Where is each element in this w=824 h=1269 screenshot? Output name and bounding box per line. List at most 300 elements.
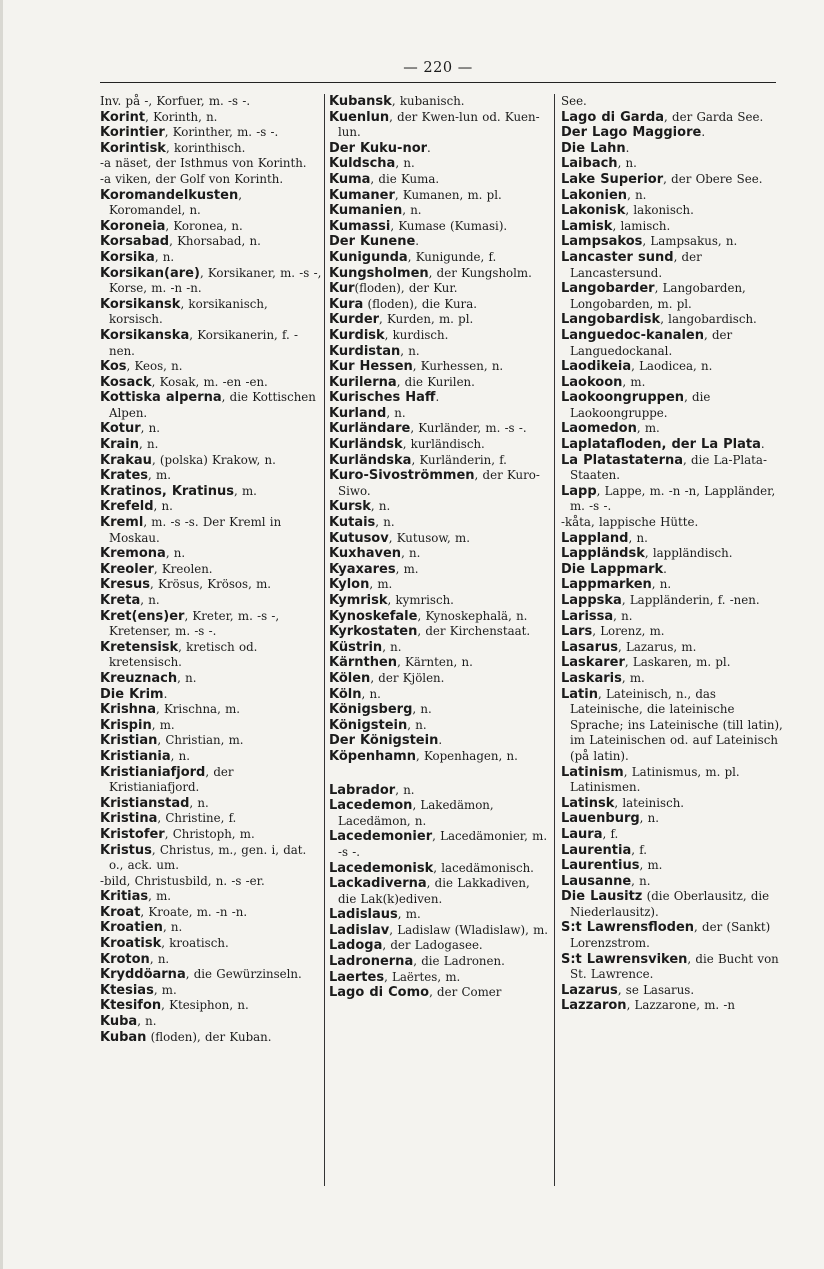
- entry-definition: .: [760, 437, 765, 452]
- dictionary-entry: [100, 577, 322, 593]
- dictionary-entry: [561, 421, 783, 437]
- entry-definition: , der Garda See.: [664, 109, 764, 124]
- entry-headword: Kritias: [100, 889, 149, 905]
- entry-headword: La Platastaterna: [561, 452, 684, 468]
- entry-definition: , Lappe, m. -n -n, Lappländer, m. -s -.: [570, 483, 776, 514]
- dictionary-entry: [100, 593, 322, 609]
- entry-definition: , n.: [162, 920, 183, 935]
- entry-definition: , n.: [382, 639, 402, 654]
- entry-headword: Der Kuku-nor: [329, 140, 428, 156]
- entry-definition: See.: [561, 94, 587, 108]
- entry-definition: , n.: [177, 670, 197, 685]
- entry-definition: -kåta, lappische Hütte.: [561, 515, 699, 530]
- entry-headword: Korsikansk: [100, 296, 181, 312]
- dictionary-entry: [561, 671, 783, 687]
- dictionary-entry: [329, 344, 551, 360]
- dictionary-entry: [329, 687, 551, 703]
- entry-definition: , der Languedockanal.: [570, 327, 733, 358]
- dictionary-entry: [100, 702, 322, 718]
- entry-headword: S:t Lawrensfloden: [561, 920, 695, 936]
- dictionary-entry: [561, 172, 783, 188]
- dictionary-entry: [561, 359, 783, 375]
- entry-headword: Kurländare: [329, 421, 411, 437]
- entry-definition: , n.: [153, 499, 173, 514]
- entry-definition: , m.: [234, 483, 257, 498]
- dictionary-entry: [100, 188, 322, 219]
- dictionary-entry: [100, 546, 322, 562]
- dictionary-entry: [100, 843, 322, 874]
- entry-definition: , Kumase (Kumasi).: [390, 218, 508, 233]
- dictionary-entry: [561, 234, 783, 250]
- entry-definition: , lakonisch.: [625, 203, 694, 218]
- dictionary-entry: [561, 562, 783, 578]
- dictionary-entry: [561, 546, 783, 562]
- dictionary-entry: [329, 546, 551, 562]
- entry-headword: Köpenhamn: [329, 748, 416, 764]
- entry-headword: Kosack: [100, 374, 152, 390]
- entry-definition: , kroatisch.: [161, 936, 229, 951]
- entry-headword: Krispin: [100, 717, 152, 733]
- entry-headword: Kurisches Haff: [329, 390, 436, 406]
- dictionary-entry: [329, 219, 551, 235]
- entry-definition: , Lazzarone, m. -n: [626, 998, 735, 1013]
- dictionary-entry: [100, 250, 322, 266]
- entry-definition: , Lampsakus, n.: [642, 234, 738, 249]
- entry-headword: Ladislaus: [329, 907, 398, 923]
- entry-definition: , n.: [613, 608, 633, 623]
- entry-definition: , Koromandel, n.: [109, 187, 242, 218]
- entry-headword: Lacedemon: [329, 798, 413, 814]
- entry-headword: Kos: [100, 359, 127, 375]
- dictionary-entry: [100, 874, 322, 890]
- entry-definition: , Christine, f.: [157, 811, 237, 826]
- entry-definition: , n.: [170, 748, 190, 763]
- entry-headword: Kumassi: [329, 218, 391, 234]
- dictionary-entry: [561, 624, 783, 640]
- dictionary-entry: [329, 876, 551, 907]
- entry-definition: , n.: [361, 686, 381, 701]
- entry-definition: , der Kungsholm.: [428, 265, 532, 280]
- entry-headword: Kroton: [100, 951, 150, 967]
- dictionary-entry: [100, 983, 322, 999]
- dictionary-entry: [100, 998, 322, 1014]
- dictionary-entry: [561, 156, 783, 172]
- dictionary-entry: [100, 609, 322, 640]
- dictionary-entry: [561, 188, 783, 204]
- entry-headword: Lakonien: [561, 187, 628, 203]
- entry-definition: , m.: [639, 858, 663, 873]
- entry-definition: , Lakedämon, Lacedämon, n.: [338, 798, 494, 828]
- entry-definition: , der Kirchenstaat.: [417, 624, 531, 639]
- entry-definition: , Christian, m.: [157, 733, 244, 748]
- entry-headword: Kristus: [100, 842, 152, 858]
- entry-headword: Laertes: [329, 969, 385, 985]
- entry-headword: Lamisk: [561, 218, 613, 234]
- entry-definition: Inv. på -, Korfuer, m. -s -.: [100, 94, 251, 108]
- dictionary-entry: [100, 640, 322, 671]
- entry-headword: Kreoler: [100, 561, 154, 577]
- dictionary-entry: [561, 952, 783, 983]
- entry-headword: Krakau: [100, 452, 152, 468]
- dictionary-entry: [561, 889, 783, 920]
- entry-headword: Ktesifon: [100, 998, 162, 1014]
- dictionary-entry: [100, 796, 322, 812]
- entry-headword: Korsika: [100, 249, 155, 265]
- entry-headword: Laurentia: [561, 842, 632, 858]
- entry-headword: Laokoongruppen: [561, 390, 685, 406]
- dictionary-entry: [561, 920, 783, 951]
- entry-definition: , Kynoskephalä, n.: [417, 608, 528, 623]
- dictionary-entry: [329, 640, 551, 656]
- entry-headword: Kölen: [329, 670, 371, 686]
- entry-headword: Kristianstad: [100, 795, 190, 811]
- entry-definition: .: [427, 140, 431, 155]
- entry-headword: Kur Hessen: [329, 359, 413, 375]
- entry-headword: Koroneia: [100, 218, 166, 234]
- entry-definition: , n.: [639, 811, 660, 826]
- dictionary-entry: [100, 1030, 322, 1046]
- dictionary-entry: [561, 484, 783, 515]
- entry-definition: , Krischna, m.: [155, 702, 241, 717]
- column-left: [100, 94, 322, 1045]
- entry-headword: Lappland: [561, 530, 629, 546]
- entry-definition: , Ladislaw (Wladislaw), m.: [389, 922, 549, 937]
- entry-headword: Kutais: [329, 515, 376, 531]
- entry-headword: Königsberg: [329, 702, 413, 718]
- entry-headword: Lappländsk: [561, 546, 645, 562]
- dictionary-entry: [329, 609, 551, 625]
- entry-headword: Lacedemonisk: [329, 860, 434, 876]
- entry-headword: Latinsk: [561, 795, 615, 811]
- entry-headword: Kurland: [329, 405, 387, 421]
- dictionary-entry: [100, 499, 322, 515]
- entry-definition: , die Laokoongruppe.: [570, 390, 711, 420]
- entry-definition: , n.: [138, 437, 159, 452]
- entry-headword: Kremona: [100, 546, 166, 562]
- dictionary-entry: [561, 796, 783, 812]
- entry-definition: , Kunigunde, f.: [407, 249, 497, 264]
- entry-headword: Kungsholmen: [329, 265, 429, 281]
- dictionary-entry: [329, 250, 551, 266]
- entry-definition: , die La-Plata-Staaten.: [570, 452, 767, 483]
- dictionary-entry: [100, 811, 322, 827]
- entry-headword: S:t Lawrensviken: [561, 951, 688, 967]
- dictionary-entry: [561, 874, 783, 890]
- dictionary-entry: [329, 531, 551, 547]
- entry-headword: Kristian: [100, 733, 158, 749]
- dictionary-entry: [329, 593, 551, 609]
- entry-headword: Laskarer: [561, 655, 625, 671]
- entry-headword: Kreuznach: [100, 670, 178, 686]
- entry-definition: , n.: [137, 1014, 157, 1029]
- entry-headword: Kymrisk: [329, 593, 388, 608]
- entry-definition: , Lacedämonier, m. -s -.: [338, 829, 548, 859]
- entry-definition: , Kreter, m. -s -, Kretenser, m. -s -.: [109, 608, 280, 639]
- dictionary-entry: [329, 297, 551, 313]
- entry-definition: .: [663, 561, 667, 576]
- entry-definition: , Kroate, m. -n -n.: [140, 904, 248, 919]
- dictionary-entry: [561, 577, 783, 593]
- entry-definition: , m.: [621, 670, 645, 685]
- dictionary-entry: [329, 923, 551, 939]
- dictionary-entry: [100, 889, 322, 905]
- column-divider: [324, 94, 325, 1186]
- dictionary-entry: [100, 765, 322, 796]
- entry-headword: Kurländsk: [329, 437, 403, 453]
- dictionary-entry: [329, 390, 551, 406]
- entry-headword: Lackadiverna: [329, 876, 427, 892]
- entry-definition: , n.: [140, 421, 161, 436]
- entry-definition: (floden), die Kura.: [363, 296, 477, 311]
- entry-headword: Königstein: [329, 717, 408, 733]
- entry-definition: , langobardisch.: [660, 312, 757, 327]
- entry-headword: Kuldscha: [329, 156, 396, 172]
- entry-headword: Kyrkostaten: [329, 624, 418, 640]
- entry-definition: , n.: [189, 795, 209, 810]
- entry-headword: Kursk: [329, 499, 371, 515]
- entry-definition: .: [625, 140, 630, 155]
- entry-definition: , der Kjölen.: [370, 670, 445, 685]
- entry-headword: Kunigunda: [329, 249, 408, 265]
- dictionary-entry: [561, 983, 783, 999]
- entry-definition: , Latinismus, m. pl. Latinismen.: [570, 764, 740, 795]
- entry-headword: Krates: [100, 468, 149, 484]
- entry-definition: , lateinisch.: [614, 795, 685, 810]
- entry-definition: , m.: [151, 717, 175, 732]
- entry-definition: , der (Sankt) Lorenzstrom.: [570, 920, 771, 951]
- dictionary-entry: [100, 266, 322, 297]
- entry-headword: Lauenburg: [561, 811, 640, 827]
- dictionary-entry: [329, 718, 551, 734]
- dictionary-entry: [561, 94, 783, 110]
- dictionary-entry: [561, 811, 783, 827]
- entry-definition: , Kurhessen, n.: [412, 359, 504, 374]
- entry-headword: Ktesias: [100, 982, 154, 998]
- entry-headword: Langobardisk: [561, 312, 661, 328]
- dictionary-entry: [561, 531, 783, 547]
- entry-definition: , n.: [401, 546, 421, 561]
- dictionary-entry: [100, 733, 322, 749]
- entry-definition: , kubanisch.: [391, 94, 465, 108]
- entry-definition: , der Obere See.: [663, 171, 763, 186]
- entry-definition: , n.: [651, 577, 672, 592]
- dictionary-entry: [100, 172, 322, 188]
- column-middle: [329, 94, 551, 1001]
- entry-headword: Lars: [561, 624, 593, 640]
- dictionary-entry: [329, 281, 551, 297]
- dictionary-entry: [561, 827, 783, 843]
- page-edge: [0, 0, 3, 1269]
- entry-headword: Laskaris: [561, 670, 622, 686]
- dictionary-entry: [329, 266, 551, 282]
- dictionary-entry: [329, 234, 551, 250]
- entry-headword: Kret(ens)er: [100, 608, 185, 624]
- entry-definition: , Ktesiphon, n.: [161, 998, 249, 1013]
- entry-headword: Kroatisk: [100, 936, 162, 952]
- dictionary-entry: [329, 203, 551, 219]
- dictionary-entry: [329, 907, 551, 923]
- entry-headword: Lazzaron: [561, 998, 627, 1014]
- entry-definition: , Lazarus, m.: [617, 639, 697, 654]
- entry-definition: , Kosak, m. -en -en.: [151, 374, 268, 389]
- dictionary-entry: [329, 655, 551, 671]
- dictionary-entry: [561, 125, 783, 141]
- entry-headword: Kratinos, Kratinus: [100, 483, 234, 499]
- entry-definition: , n.: [370, 499, 391, 514]
- entry-headword: Kurdisk: [329, 327, 385, 343]
- entry-headword: Krishna: [100, 702, 156, 718]
- entry-definition: (die Oberlausitz, die Niederlausitz).: [570, 889, 770, 919]
- entry-definition: , n.: [628, 530, 648, 545]
- dictionary-entry: [100, 905, 322, 921]
- dictionary-entry: [561, 998, 783, 1014]
- dictionary-entry: [100, 234, 322, 250]
- entry-headword: Kura: [329, 296, 364, 312]
- entry-definition: , der Kristianiafjord.: [109, 764, 234, 795]
- dictionary-entry: [100, 328, 322, 359]
- entry-headword: Larissa: [561, 608, 614, 624]
- entry-definition: , der Ladogasee.: [382, 938, 483, 953]
- dictionary-entry: [329, 733, 551, 749]
- entry-headword: Kur: [329, 281, 355, 297]
- dictionary-entry: [561, 655, 783, 671]
- dictionary-entry: [329, 829, 551, 860]
- entry-definition: , Laskaren, m. pl.: [624, 655, 731, 670]
- dictionary-entry: [561, 640, 783, 656]
- header-rule: [100, 82, 776, 83]
- dictionary-entry: [561, 437, 783, 453]
- dictionary-entry: [100, 718, 322, 734]
- entry-headword: Latinism: [561, 764, 624, 780]
- entry-definition: , kurdisch.: [384, 327, 449, 342]
- entry-headword: Krefeld: [100, 499, 154, 515]
- entry-definition: , n.: [375, 515, 395, 530]
- entry-headword: Lappska: [561, 593, 622, 608]
- dictionary-entry: [329, 421, 551, 437]
- entry-definition: , der Lancastersund.: [570, 249, 702, 280]
- dictionary-entry: [329, 970, 551, 986]
- entry-definition: , Korinth, n.: [145, 109, 218, 124]
- entry-headword: Kurdistan: [329, 343, 401, 359]
- entry-definition: , n.: [400, 343, 420, 358]
- entry-definition: , Christoph, m.: [164, 826, 255, 841]
- entry-definition: , m.: [397, 907, 421, 922]
- entry-definition: .: [701, 125, 706, 140]
- entry-headword: Korint: [100, 109, 146, 125]
- entry-definition: , lamisch.: [612, 218, 671, 233]
- entry-headword: Laplatafloden, der La Plata: [561, 437, 761, 453]
- entry-headword: Krain: [100, 437, 139, 453]
- entry-headword: Korintier: [100, 125, 165, 141]
- entry-headword: Kristiania: [100, 748, 171, 764]
- entry-definition: , der Kwen-lun od. Kuen-lun.: [338, 109, 540, 140]
- entry-definition: , die Gewürzinseln.: [185, 967, 302, 982]
- entry-definition: , n.: [165, 546, 186, 561]
- entry-headword: Laodikeia: [561, 359, 632, 375]
- entry-definition: , Korsikaner, m. -s -, Korse, m. -n -n.: [109, 265, 322, 296]
- entry-headword: Korsikanska: [100, 327, 190, 343]
- dictionary-entry: [329, 783, 551, 799]
- entry-definition: , f.: [631, 842, 647, 857]
- entry-headword: Lago di Como: [329, 985, 430, 1001]
- column-divider: [554, 94, 555, 1186]
- dictionary-entry: [100, 967, 322, 983]
- dictionary-entry: [100, 687, 322, 703]
- entry-definition: , korsikanisch, korsisch.: [109, 296, 268, 327]
- entry-headword: Der Königstein: [329, 733, 439, 749]
- entry-headword: Kroat: [100, 904, 141, 920]
- dictionary-entry: [329, 499, 551, 515]
- entry-headword: Laura: [561, 826, 603, 842]
- dictionary-entry: [329, 671, 551, 687]
- entry-definition: , m. -s -s. Der Kreml in Moskau.: [109, 515, 282, 545]
- entry-definition: , n.: [149, 951, 170, 966]
- dictionary-entry: [100, 827, 322, 843]
- entry-definition: , m.: [148, 889, 172, 904]
- entry-headword: Kroatien: [100, 920, 163, 936]
- dictionary-entry: [329, 515, 551, 531]
- entry-headword: Kuma: [329, 171, 371, 187]
- entry-headword: Lappmarken: [561, 577, 652, 593]
- entry-definition: , Kurländer, m. -s -.: [410, 421, 527, 436]
- entry-definition: , korinthisch.: [165, 140, 246, 155]
- entry-headword: Kumanien: [329, 203, 403, 219]
- dictionary-entry: [329, 798, 551, 829]
- entry-headword: Laomedon: [561, 421, 637, 437]
- entry-definition: , m.: [369, 577, 393, 592]
- entry-definition: , m.: [153, 982, 177, 997]
- dictionary-entry: [100, 421, 322, 437]
- dictionary-entry: [561, 858, 783, 874]
- entry-headword: Langobarder: [561, 281, 655, 297]
- entry-definition: .: [415, 234, 420, 249]
- entry-definition: , Kurden, m. pl.: [379, 312, 474, 327]
- dictionary-entry: [329, 437, 551, 453]
- dictionary-entry: [329, 406, 551, 422]
- entry-definition: , m.: [148, 468, 171, 483]
- entry-headword: Kristofer: [100, 826, 165, 842]
- dictionary-entry: [329, 861, 551, 877]
- dictionary-entry: [329, 468, 551, 499]
- dictionary-entry: [329, 938, 551, 954]
- dictionary-entry: [561, 765, 783, 796]
- entry-definition: , lappländisch.: [644, 546, 733, 561]
- entry-definition: , der Kuro-Siwo.: [338, 468, 540, 498]
- entry-definition: , Kumanen, m. pl.: [394, 187, 502, 202]
- dictionary-entry: [329, 375, 551, 391]
- entry-headword: Lapp: [561, 483, 597, 499]
- dictionary-entry: [100, 141, 322, 157]
- entry-definition: , Keos, n.: [126, 359, 183, 374]
- dictionary-entry: [100, 125, 322, 141]
- entry-definition: -a näset, der Isthmus von Korinth.: [100, 156, 307, 171]
- dictionary-entry: [329, 985, 551, 1001]
- entry-definition: , f.: [602, 826, 619, 841]
- entry-headword: Lazarus: [561, 982, 618, 998]
- entry-headword: Ladronerna: [329, 954, 414, 970]
- entry-headword: Latin: [561, 686, 598, 702]
- dictionary-entry: [329, 172, 551, 188]
- entry-headword: Kurder: [329, 312, 380, 328]
- dictionary-entry: [100, 219, 322, 235]
- dictionary-entry: [329, 188, 551, 204]
- entry-headword: Kuxhaven: [329, 546, 402, 562]
- entry-definition: , der Comer: [429, 985, 502, 1000]
- entry-headword: Kuenlun: [329, 109, 390, 125]
- dictionary-entry: [561, 203, 783, 219]
- dictionary-entry: [561, 141, 783, 157]
- entry-definition: , kurländisch.: [402, 437, 485, 452]
